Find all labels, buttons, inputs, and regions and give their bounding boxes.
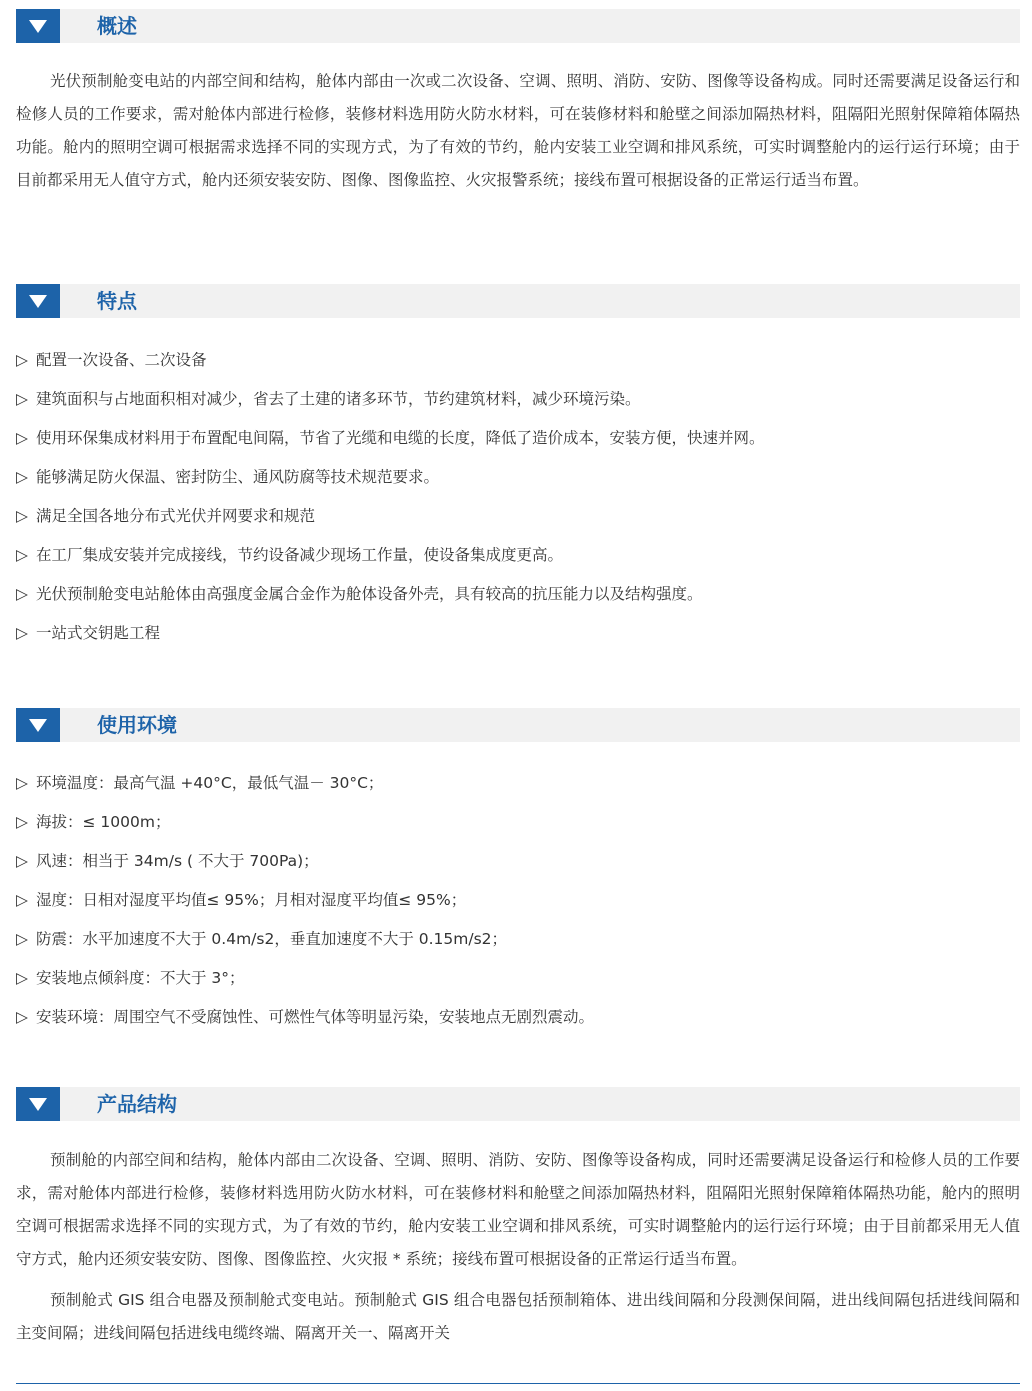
triangle-down-icon [29, 20, 47, 33]
collapse-toggle-environment[interactable] [16, 708, 60, 742]
list-item-text: 能够满足防火保温、密封防尘、通风防腐等技术规范要求。 [36, 468, 440, 486]
list-item-text: 安装地点倾斜度：不大于 3°； [36, 969, 245, 987]
section-title-environment: 使用环境 [97, 713, 177, 737]
list-item [16, 536, 1020, 575]
list-item [16, 614, 1020, 653]
list-item [16, 764, 1020, 803]
bullet-icon: ▷ [16, 774, 28, 792]
list-item-text: 满足全国各地分布式光伏并网要求和规范 [36, 507, 316, 525]
list-item [16, 920, 1020, 959]
bullet-icon: ▷ [16, 969, 28, 987]
section-title-structure: 产品结构 [97, 1092, 177, 1116]
bullet-icon: ▷ [16, 546, 28, 564]
list-item [16, 842, 1020, 881]
list-item-text: 一站式交钥匙工程 [36, 624, 161, 642]
bullet-icon: ▷ [16, 930, 28, 948]
bullet-icon: ▷ [16, 507, 28, 525]
triangle-down-icon [29, 1098, 47, 1111]
structure-paragraph-2: 预制舱式 GIS 组合电器及预制舱式变电站。预制舱式 GIS 组合电器包括预制箱体、进出线间隔和分段测保间隔，进出线间隔包括进线间隔和主变间隔；进线间隔包括进线电缆终端、隔离开关一、隔离开关 [16, 1291, 1020, 1342]
list-item [16, 419, 1020, 458]
list-item [16, 497, 1020, 536]
section-header-structure [16, 1087, 1020, 1121]
overview-paragraph: 光伏预制舱变电站的内部空间和结构，舱体内部由一次或二次设备、空调、照明、消防、安防、图像等设备构成。同时还需要满足设备运行和检修人员的工作要求，需对舱体内部进行检修，装修材料选用防火防水材料，可在装修材料和舱壁之间添加隔热材料，阻隔阳光照射保障箱体隔热功能。舱内的照明空调可根据需求选择不同的实现方式，为了有效的节约，舱内安装工业空调和排风系统，可实时调整舱内的运行运行环境；由于目前都采用无人值守方式，舱内还须安装安防、图像、图像监控、火灾报警系统；接线布置可根据设备的正常运行适当布置。 [16, 72, 1020, 189]
collapse-toggle-features[interactable] [16, 284, 60, 318]
list-item [16, 881, 1020, 920]
list-item [16, 959, 1020, 998]
bullet-icon: ▷ [16, 813, 28, 831]
list-item-text: 配置一次设备、二次设备 [36, 351, 207, 369]
section-title-overview: 概述 [97, 14, 137, 38]
list-item-text: 环境温度：最高气温 +40°C，最低气温－ 30°C； [36, 774, 384, 792]
list-item-text: 湿度：日相对湿度平均值≤ 95%；月相对湿度平均值≤ 95%； [36, 891, 467, 909]
bullet-icon: ▷ [16, 390, 28, 408]
section-header-overview [16, 9, 1020, 43]
section-header-features [16, 284, 1020, 318]
list-item [16, 341, 1020, 380]
collapse-toggle-overview[interactable] [16, 9, 60, 43]
list-item [16, 575, 1020, 614]
list-item [16, 998, 1020, 1037]
triangle-down-icon [29, 719, 47, 732]
structure-paragraph-1: 预制舱的内部空间和结构，舱体内部由二次设备、空调、照明、消防、安防、图像等设备构成，同时还需要满足设备运行和检修人员的工作要求，需对舱体内部进行检修，装修材料选用防火防水材料，可在装修材料和舱壁之间添加隔热材料，阻隔阳光照射保障箱体隔热功能，舱内的照明空调可根据需求选择不同的实现方式，为了有效的节约，舱内安装工业空调和排风系统，可实时调整舱内的运行运行环境；由于目前都采用无人值守方式，舱内还须安装安防、图像、图像监控、火灾报 * 系统；接线布置可根据设备的正常运行适当布置。 [16, 1151, 1020, 1268]
list-item [16, 380, 1020, 419]
list-item-text: 建筑面积与占地面积相对减少，省去了土建的诸多环节，节约建筑材料，减少环境污染。 [36, 390, 641, 408]
list-item-text: 使用环保集成材料用于布置配电间隔，节省了光缆和电缆的长度，降低了造价成本，安装方便，快速并网。 [36, 429, 765, 447]
list-item-text: 风速：相当于 34m/s ( 不大于 700Pa)； [36, 852, 319, 870]
list-item-text: 在工厂集成安装并完成接线，节约设备减少现场工作量，使设备集成度更高。 [36, 546, 564, 564]
list-item [16, 458, 1020, 497]
section-header-environment [16, 708, 1020, 742]
list-item [16, 803, 1020, 842]
bullet-icon: ▷ [16, 624, 28, 642]
triangle-down-icon [29, 295, 47, 308]
environment-list [16, 764, 1020, 1037]
bullet-icon: ▷ [16, 585, 28, 603]
collapse-toggle-structure[interactable] [16, 1087, 60, 1121]
bullet-icon: ▷ [16, 468, 28, 486]
section-title-features: 特点 [97, 289, 137, 313]
bullet-icon: ▷ [16, 852, 28, 870]
bottom-divider [16, 1383, 1020, 1384]
list-item-text: 光伏预制舱变电站舱体由高强度金属合金作为舱体设备外壳，具有较高的抗压能力以及结构强度。 [36, 585, 703, 603]
bullet-icon: ▷ [16, 891, 28, 909]
list-item-text: 海拔：≤ 1000m； [36, 813, 171, 831]
list-item-text: 防震：水平加速度不大于 0.4m/s2，垂直加速度不大于 0.15m/s2； [36, 930, 508, 948]
bullet-icon: ▷ [16, 1008, 28, 1026]
bullet-icon: ▷ [16, 429, 28, 447]
features-list [16, 341, 1020, 653]
list-item-text: 安装环境：周围空气不受腐蚀性、可燃性气体等明显污染，安装地点无剧烈震动。 [36, 1008, 595, 1026]
bullet-icon: ▷ [16, 351, 28, 369]
